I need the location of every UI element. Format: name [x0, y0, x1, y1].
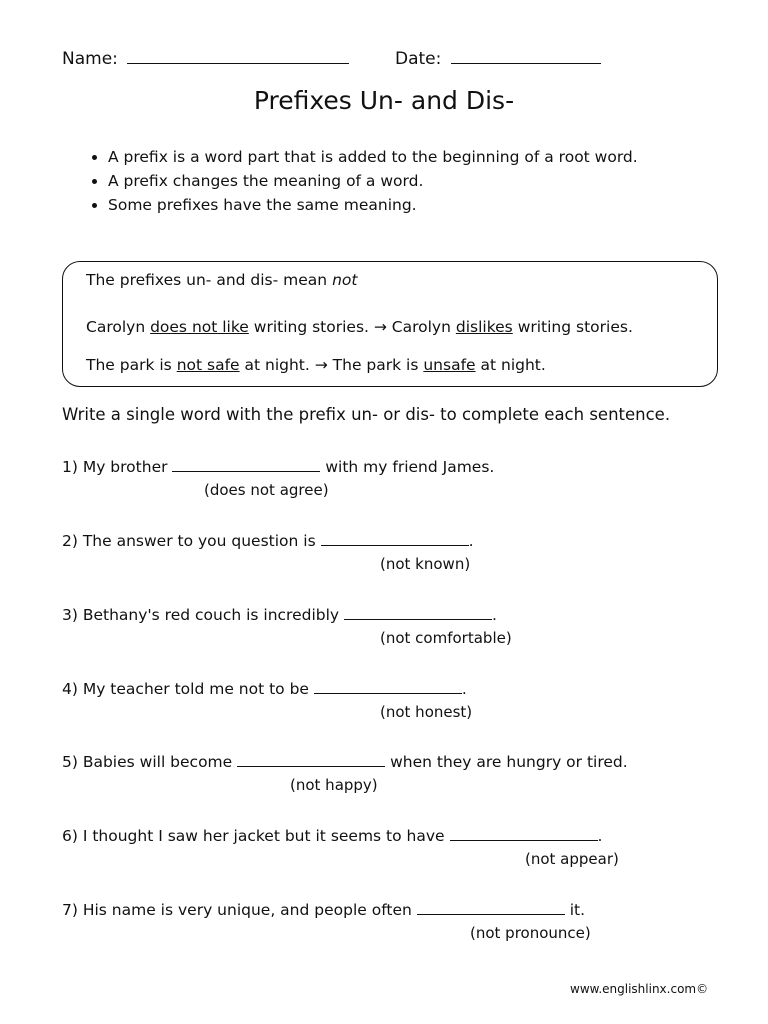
box-heading: The prefixes un- and dis- mean not — [86, 271, 358, 289]
bullet-item: • Some prefixes have the same meaning. — [108, 193, 708, 217]
question-3: 3) Bethany's red couch is incredibly . — [62, 606, 497, 624]
date-label: Date: — [395, 49, 442, 69]
underlined-word: dislikes — [455, 318, 513, 336]
name-blank[interactable] — [127, 47, 349, 64]
instructions: Write a single word with the prefix un- or dis- to complete each sentence. — [62, 405, 671, 424]
underlined-phrase: does not like — [150, 318, 249, 336]
bullet-item: • A prefix changes the meaning of a word. — [108, 169, 708, 193]
question-hint: (not comfortable) — [380, 629, 512, 647]
footer-credit: www.englishlinx.com© — [570, 982, 709, 996]
question-2: 2) The answer to you question is . — [62, 532, 474, 550]
question-7: 7) His name is very unique, and people often it. — [62, 901, 586, 919]
example-2: The park is not safe at night. → The park is unsafe at night. — [86, 356, 546, 374]
question-1: 1) My brother with my friend James. — [62, 458, 495, 476]
question-5: 5) Babies will become when they are hungry or tired. — [62, 753, 628, 771]
date-field — [395, 47, 601, 69]
question-6: 6) I thought I saw her jacket but it seems to have . — [62, 827, 603, 845]
question-hint: (does not agree) — [204, 481, 329, 499]
question-hint: (not known) — [380, 555, 471, 573]
name-label: Name: — [62, 49, 118, 69]
question-hint: (not happy) — [290, 776, 378, 794]
answer-blank[interactable] — [172, 456, 320, 472]
answer-blank[interactable] — [450, 825, 598, 841]
underlined-word: unsafe — [423, 356, 476, 374]
example-1: Carolyn does not like writing stories. → Carolyn dislikes writing stories. — [86, 318, 633, 336]
name-field — [62, 47, 349, 69]
question-hint: (not honest) — [380, 703, 473, 721]
question-hint: (not pronounce) — [470, 924, 591, 942]
page-title: Prefixes Un- and Dis- — [253, 86, 515, 115]
bullet-item: • A prefix is a word part that is added to the beginning of a root word. — [108, 145, 708, 169]
answer-blank[interactable] — [417, 899, 565, 915]
answer-blank[interactable] — [321, 530, 469, 546]
answer-blank[interactable] — [344, 604, 492, 620]
date-blank[interactable] — [451, 47, 601, 64]
bullet-list — [82, 145, 708, 217]
answer-blank[interactable] — [314, 678, 462, 694]
underlined-phrase: not safe — [176, 356, 240, 374]
box-heading-emphasis: not — [332, 271, 358, 289]
question-hint: (not appear) — [525, 850, 619, 868]
answer-blank[interactable] — [237, 751, 385, 767]
question-4: 4) My teacher told me not to be . — [62, 680, 467, 698]
